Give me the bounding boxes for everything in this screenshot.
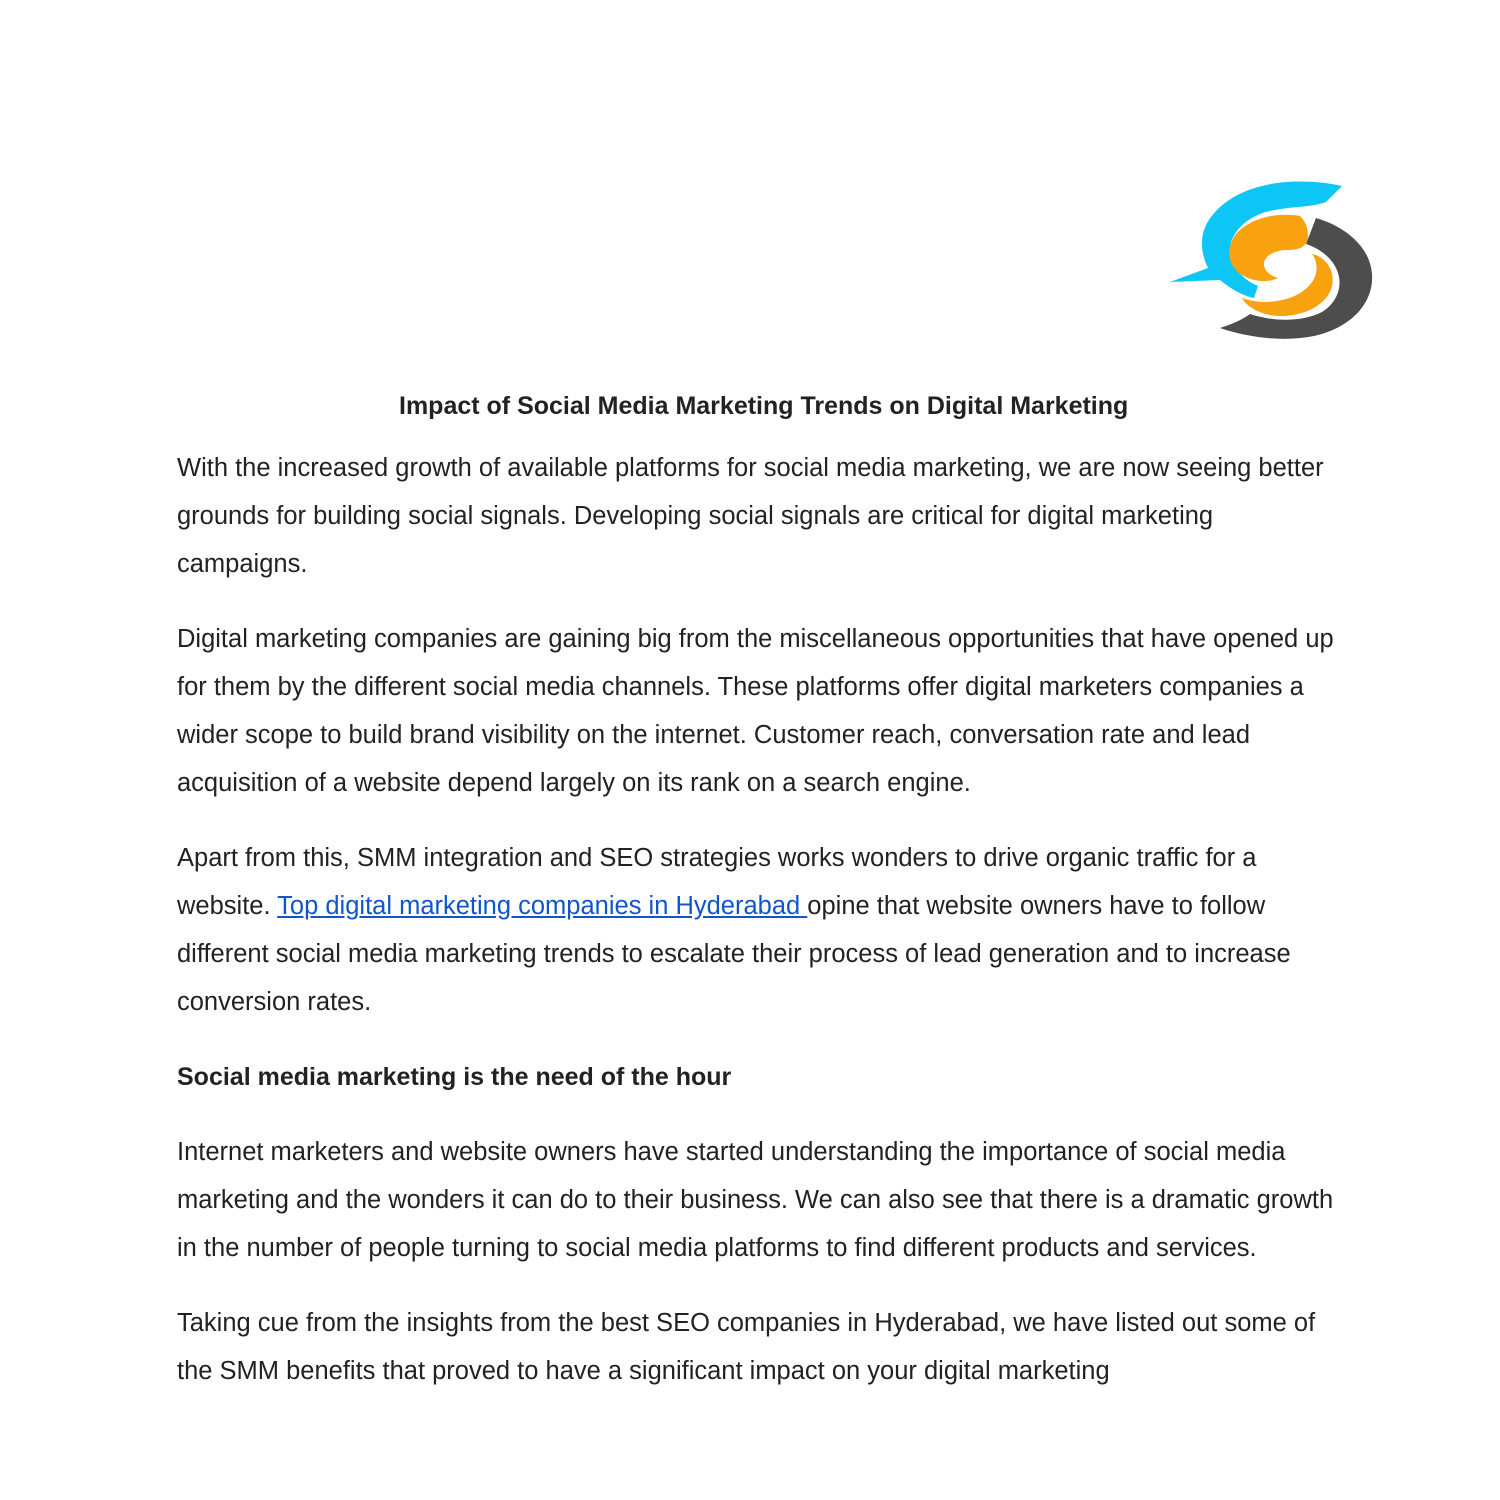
paragraph-importance: Internet marketers and website owners have started understanding the importance of social media marketing and the wonders it can do to their business. We can also see that there is a dramatic growth in the number of people turning to social media platforms to find different products and services. [177,1138,1334,1262]
paragraph-smm-seo-text-2: opine that website owners have to follow different social media marketing trends to escalate their process of lead generation and to increase conversion rates. [177,892,1291,1016]
top-digital-marketing-link[interactable]: Top digital marketing companies in Hyderabad [277,892,808,920]
paragraph-intro: With the increased growth of available platforms for social media marketing, we are now seeing better grounds for building social signals. Developing social signals are critical for digital marketing campaigns. [177,454,1324,578]
paragraph-smm-seo [177,834,1337,1026]
document-body [177,384,1337,1422]
paragraph-digital-marketing: Digital marketing companies are gaining big from the miscellaneous opportunities that have opened up for them by the different social media channels. These platforms offer digital marketers companies a wider scope to build brand visibility on the internet. Customer reach, conversation rate and lead acquisition of a website depend largely on its rank on a search engine. [177,625,1334,797]
section-heading: Social media marketing is the need of the hour [177,1063,732,1091]
document-title: Impact of Social Media Marketing Trends on Digital Marketing [399,392,1129,420]
speech-bubble-s-logo-icon [1166,178,1376,344]
paragraph-smm-seo-text-1: Apart from this, SMM integration and SEO strategies works wonders to drive organic traffic for a website. [177,844,1257,920]
paragraph-benefits: Taking cue from the insights from the best SEO companies in Hyderabad, we have listed out some of the SMM benefits that proved to have a significant impact on your digital marketing [177,1309,1316,1385]
